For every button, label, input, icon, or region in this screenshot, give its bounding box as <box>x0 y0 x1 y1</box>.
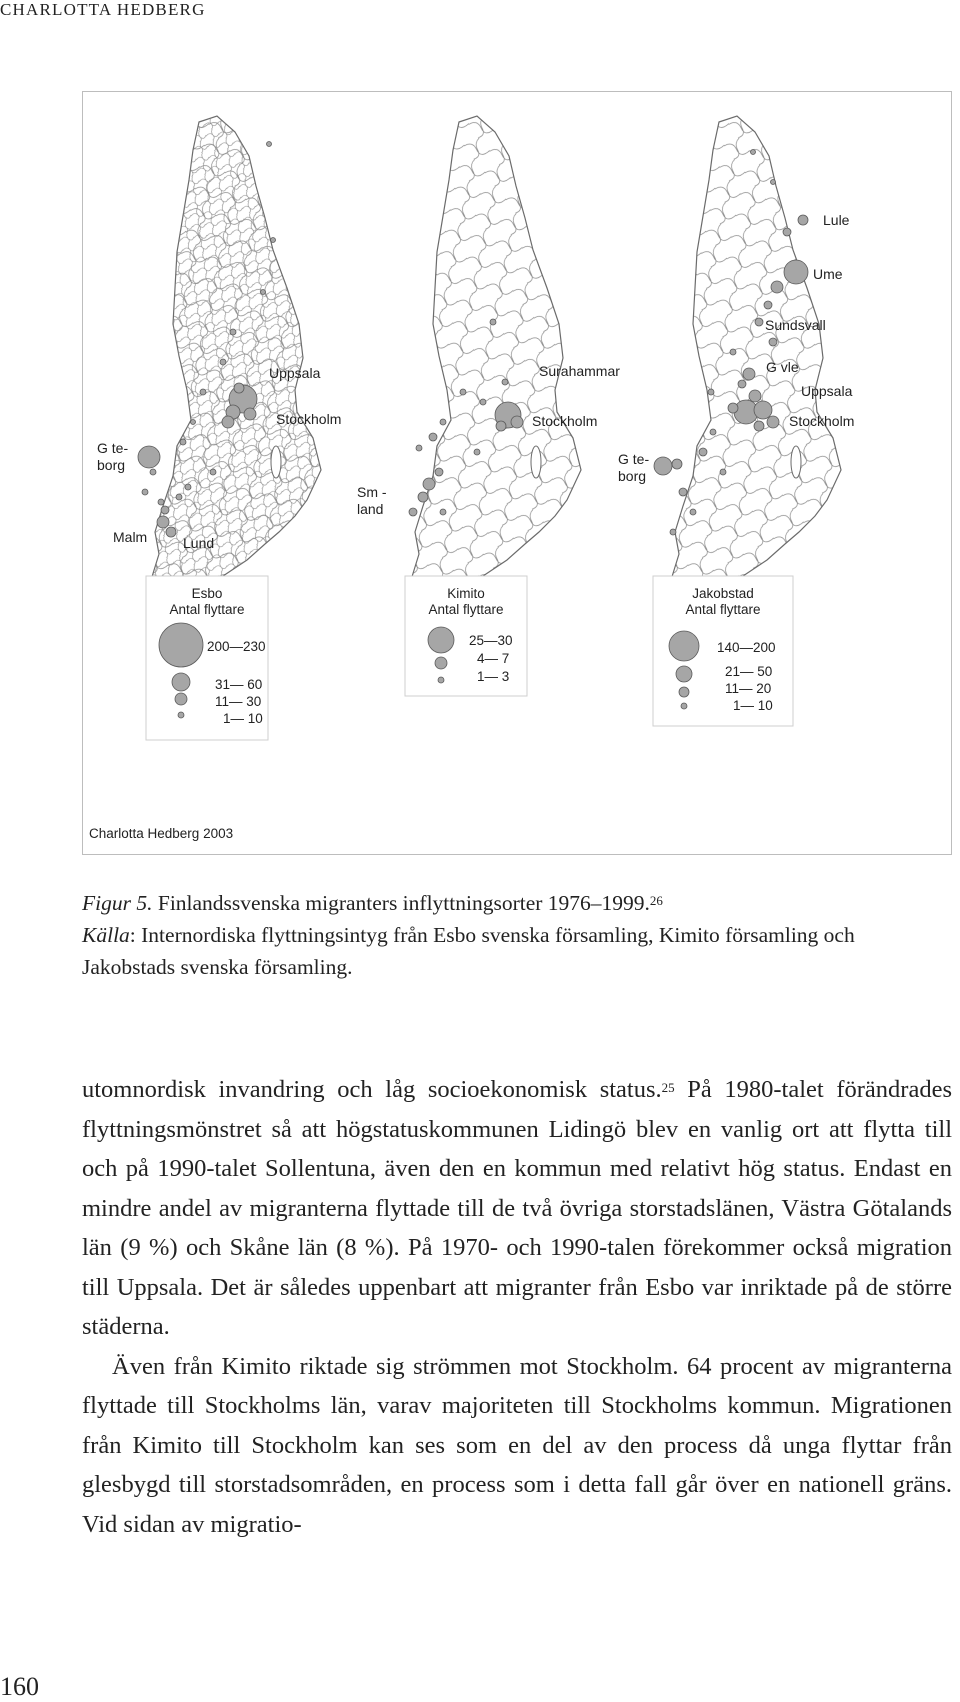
paragraph-text: utomnordisk invandring och låg socioekonomisk status. <box>82 1076 662 1103</box>
map-symbol <box>230 329 236 335</box>
map-symbol <box>751 150 756 155</box>
map-symbol <box>699 448 707 456</box>
label-smaland-2: land <box>357 501 384 517</box>
map-jakobstad <box>671 116 841 604</box>
map-symbol <box>720 469 726 475</box>
map-symbol-lulea <box>798 215 808 225</box>
label-gavle: G vle <box>766 359 799 375</box>
figure-maps <box>83 92 951 854</box>
map-symbol <box>142 489 148 495</box>
map-symbol <box>440 509 446 515</box>
map-symbol <box>200 389 206 395</box>
legend-circle-large <box>676 666 692 682</box>
map-symbol <box>474 449 480 455</box>
map-symbol <box>185 484 191 490</box>
legend-circle-small <box>438 677 444 683</box>
legend-circle-medium <box>175 693 187 705</box>
map-symbol <box>708 389 714 395</box>
map-symbol <box>764 301 772 309</box>
map-symbol <box>771 281 783 293</box>
map-symbol <box>180 439 186 445</box>
map-symbol-umea <box>784 260 808 284</box>
map-symbol <box>435 468 443 476</box>
legend-class: 11— 30 <box>215 694 262 709</box>
figure-credit: Charlotta Hedberg 2003 <box>89 826 234 841</box>
map-symbol <box>670 529 676 535</box>
legend-title: Esbo <box>191 586 223 601</box>
body-text <box>82 1070 952 1544</box>
map-symbol <box>409 508 417 516</box>
paragraph <box>82 1347 952 1545</box>
map-symbol <box>743 368 755 380</box>
map-symbol <box>502 379 508 385</box>
legend-circle-small <box>681 703 687 709</box>
map-symbol <box>150 469 156 475</box>
legend-circle-medium <box>679 687 689 697</box>
label-surahammar: Surahammar <box>539 363 620 379</box>
map-symbol <box>416 445 422 451</box>
map-symbol <box>690 509 696 515</box>
map-symbol <box>222 416 234 428</box>
legend-title: Jakobstad <box>692 586 754 601</box>
legend-class: 1— 10 <box>733 698 773 713</box>
map-symbol <box>158 499 164 505</box>
label-stockholm: Stockholm <box>276 411 342 427</box>
map-symbol <box>679 488 687 496</box>
map-symbol <box>496 421 506 431</box>
legend-kimito <box>405 576 527 696</box>
legend-circle-small <box>178 712 184 718</box>
label-malmo: Malm <box>113 529 148 545</box>
map-symbol <box>755 318 763 326</box>
legend-class: 11— 20 <box>725 681 772 696</box>
map-symbol-goteborg <box>654 457 672 475</box>
map-symbol <box>261 290 266 295</box>
label-sundsvall: Sundsvall <box>765 317 826 333</box>
legend-circle-large <box>172 673 190 691</box>
map-symbol <box>176 494 182 500</box>
legend-title: Kimito <box>447 586 485 601</box>
map-symbol <box>783 228 791 236</box>
map-symbol <box>672 459 682 469</box>
running-head: CHARLOTTA HEDBERG <box>0 0 206 19</box>
map-symbol <box>460 389 466 395</box>
label-lund: Lund <box>183 535 215 551</box>
label-uppsala: Uppsala <box>801 383 853 399</box>
map-symbol <box>754 401 772 419</box>
caption-title: Finlandssvenska migranters inflyttningsorter 1976–1999. <box>152 891 650 915</box>
map-symbol <box>166 527 176 537</box>
legend-class: 1— 3 <box>477 669 510 684</box>
map-symbol <box>440 419 446 425</box>
map-symbol <box>769 338 777 346</box>
legend-jakobstad <box>653 576 793 726</box>
label-umea: Ume <box>813 266 843 282</box>
legend-subtitle: Antal flyttare <box>428 602 504 617</box>
map-symbol <box>738 380 746 388</box>
legend-class: 1— 10 <box>223 711 263 726</box>
map-symbol-goteborg <box>138 446 160 468</box>
label-uppsala: Uppsala <box>269 365 321 381</box>
legend-class: 4— 7 <box>477 651 510 666</box>
legend-circle-large <box>428 627 454 653</box>
legend-esbo <box>146 576 268 740</box>
legend-class: 140—200 <box>717 640 776 655</box>
map-symbol <box>267 142 272 147</box>
paragraph <box>82 1070 952 1347</box>
map-kimito <box>411 116 581 604</box>
map-symbol <box>234 383 244 393</box>
legend-circle-largest <box>159 623 203 667</box>
map-symbol <box>161 506 169 514</box>
map-esbo <box>151 116 321 604</box>
label-goteborg-2: borg <box>97 457 126 473</box>
map-symbol <box>490 319 496 325</box>
legend-class: 25—30 <box>469 633 513 648</box>
map-symbol <box>730 349 736 355</box>
footnote-ref: 26 <box>649 893 663 908</box>
label-smaland-1: Sm - <box>357 484 387 500</box>
map-symbol <box>511 416 523 428</box>
map-symbol <box>157 516 169 528</box>
label-goteborg-2: borg <box>618 468 647 484</box>
paragraph-text: Även från Kimito riktade sig strömmen mot Stockholm. 64 procent av migranterna flyttade till Stockholms län, varav majoriteten till Stockholms kommun. Migrationen från Kimito till Stockholm kan ses som en del av den process då unga flyttar från glesbygd till storstadsområden, en process som i detta fall går över en nationell gräns. Vid sidan av migratio- <box>82 1352 952 1538</box>
map-symbol <box>771 180 776 185</box>
map-symbol <box>749 390 761 402</box>
map-symbol <box>244 408 256 420</box>
legend-class: 200—230 <box>207 639 266 654</box>
legend-circle-medium <box>435 657 447 669</box>
footnote-ref: 25 <box>661 1080 675 1095</box>
legend-circle-largest <box>669 631 699 661</box>
map-symbol <box>710 429 716 435</box>
legend-class: 21— 50 <box>725 664 773 679</box>
map-symbol <box>480 399 486 405</box>
map-symbol <box>754 421 764 431</box>
map-symbol <box>191 420 196 425</box>
label-goteborg-1: G te- <box>618 451 650 467</box>
map-symbol <box>210 469 216 475</box>
label-goteborg-1: G te- <box>97 440 129 456</box>
page-number: 160 <box>0 1672 39 1701</box>
map-symbol <box>423 478 435 490</box>
label-stockholm: Stockholm <box>532 413 598 429</box>
figure-panel <box>82 91 952 855</box>
label-lulea: Lule <box>823 212 850 228</box>
legend-subtitle: Antal flyttare <box>685 602 761 617</box>
label-stockholm: Stockholm <box>789 413 855 429</box>
legend-class: 31— 60 <box>215 677 263 692</box>
legend-subtitle: Antal flyttare <box>169 602 245 617</box>
figure-caption <box>82 887 952 983</box>
source-text: : Internordiska flyttningsintyg från Esbo svenska församling, Kimito församling och Jakobstads svenska församling. <box>82 923 855 979</box>
map-symbol <box>767 416 779 428</box>
source-label: Källa <box>82 923 130 947</box>
paragraph-text: På 1980-talet förändrades flyttningsmönstret så att högstatuskommunen Lidingö blev en vanlig ort att flytta till och på 1990-talet Sollentuna, även den en kommun med relativt hög status. Endast en mindre andel av migranterna flyttade till de två övriga storstadslänen, Västra Götalands län (9 %) och Skåne län (8 %). På 1970- och 1990-talen förekommer också migration till Uppsala. Det är således uppenbart att migranter från Esbo var inriktade på de större städerna. <box>82 1076 952 1340</box>
map-symbol <box>418 492 428 502</box>
figure-label: Figur 5. <box>82 891 153 915</box>
map-symbol <box>429 433 437 441</box>
map-symbol <box>728 403 738 413</box>
map-symbol <box>271 238 276 243</box>
map-symbol <box>220 359 226 365</box>
